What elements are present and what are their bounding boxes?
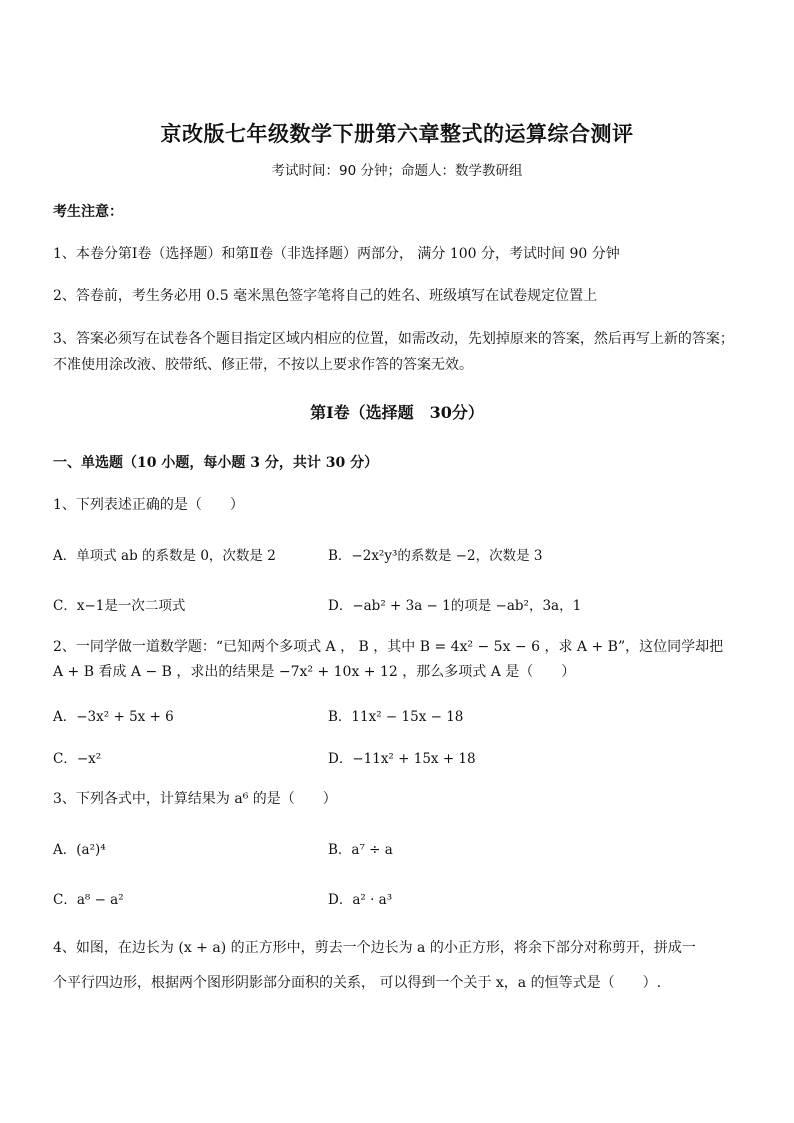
- question-2-stem-line2: A + B 看成 A − B ，求出的结果是 −7x² + 10x + 12 ，那么多项式 A 是（ ）: [53, 664, 576, 680]
- question-1-option-d: D．−ab² + 3a − 1的项是 −ab²，3a，1: [328, 598, 582, 614]
- question-2-option-c: C．−x²: [53, 751, 102, 767]
- question-4-stem-line1: 4、如图，在边长为 (x + a) 的正方形中，剪去一个边长为 a 的小正方形，将余下部分对称剪开，拼成一: [53, 940, 696, 956]
- question-1-option-c: C．x−1是一次二项式: [53, 598, 186, 614]
- notice-item-3: 3、答案必须写在试卷各个题目指定区域内相应的位置，如需改动，先划掉原来的答案，然后再写上新的答案；不准使用涂改液、胶带纸、修正带，不按以上要求作答的答案无效。: [53, 331, 734, 373]
- question-1-option-a: A．单项式 ab 的系数是 0，次数是 2: [53, 548, 276, 564]
- notice-item-1: 1、本卷分第Ⅰ卷（选择题）和第Ⅱ卷（非选择题）两部分， 满分 100 分，考试时间 90 分钟: [53, 246, 620, 262]
- notice-item-2: 2、答卷前，考生务必用 0.5 毫米黑色签字笔将自己的姓名、班级填写在试卷规定位置上: [53, 288, 598, 304]
- page-title: 京改版七年级数学下册第六章整式的运算综合测评: [160, 121, 634, 146]
- question-2-stem-line1: 2、一同学做一道数学题：“已知两个多项式 A ， B ，其中 B = 4x² − 5x − 6 ，求 A + B”，这位同学却把: [53, 639, 724, 655]
- section-title: 第Ⅰ卷（选择题 30分）: [310, 403, 484, 422]
- part-heading: 一、单选题（10 小题，每小题 3 分，共计 30 分）: [53, 455, 379, 471]
- question-3-option-b: B．a⁷ ÷ a: [328, 842, 393, 858]
- question-4-stem-line2: 个平行四边形，根据两个图形阴影部分面积的关系， 可以得到一个关于 x，a 的恒等式是（ ）.: [53, 975, 662, 991]
- question-2-option-b: B．11x² − 15x − 18: [328, 709, 464, 725]
- question-3-option-d: D．a² · a³: [328, 892, 393, 908]
- question-1-stem: 1、下列表述正确的是（ ）: [53, 497, 244, 513]
- question-2-option-a: A．−3x² + 5x + 6: [53, 709, 174, 725]
- question-2-option-d: D．−11x² + 15x + 18: [328, 751, 476, 767]
- exam-info: 考试时间：90 分钟；命题人：数学教研组: [271, 163, 523, 179]
- question-1-option-b: B．−2x²y³的系数是 −2，次数是 3: [328, 548, 543, 564]
- question-3-option-a: A．(a²)⁴: [53, 842, 106, 858]
- notice-heading: 考生注意：: [53, 204, 123, 220]
- question-3-option-c: C．a⁸ − a²: [53, 892, 124, 908]
- question-3-stem: 3、下列各式中，计算结果为 a⁶ 的是（ ）: [53, 791, 337, 807]
